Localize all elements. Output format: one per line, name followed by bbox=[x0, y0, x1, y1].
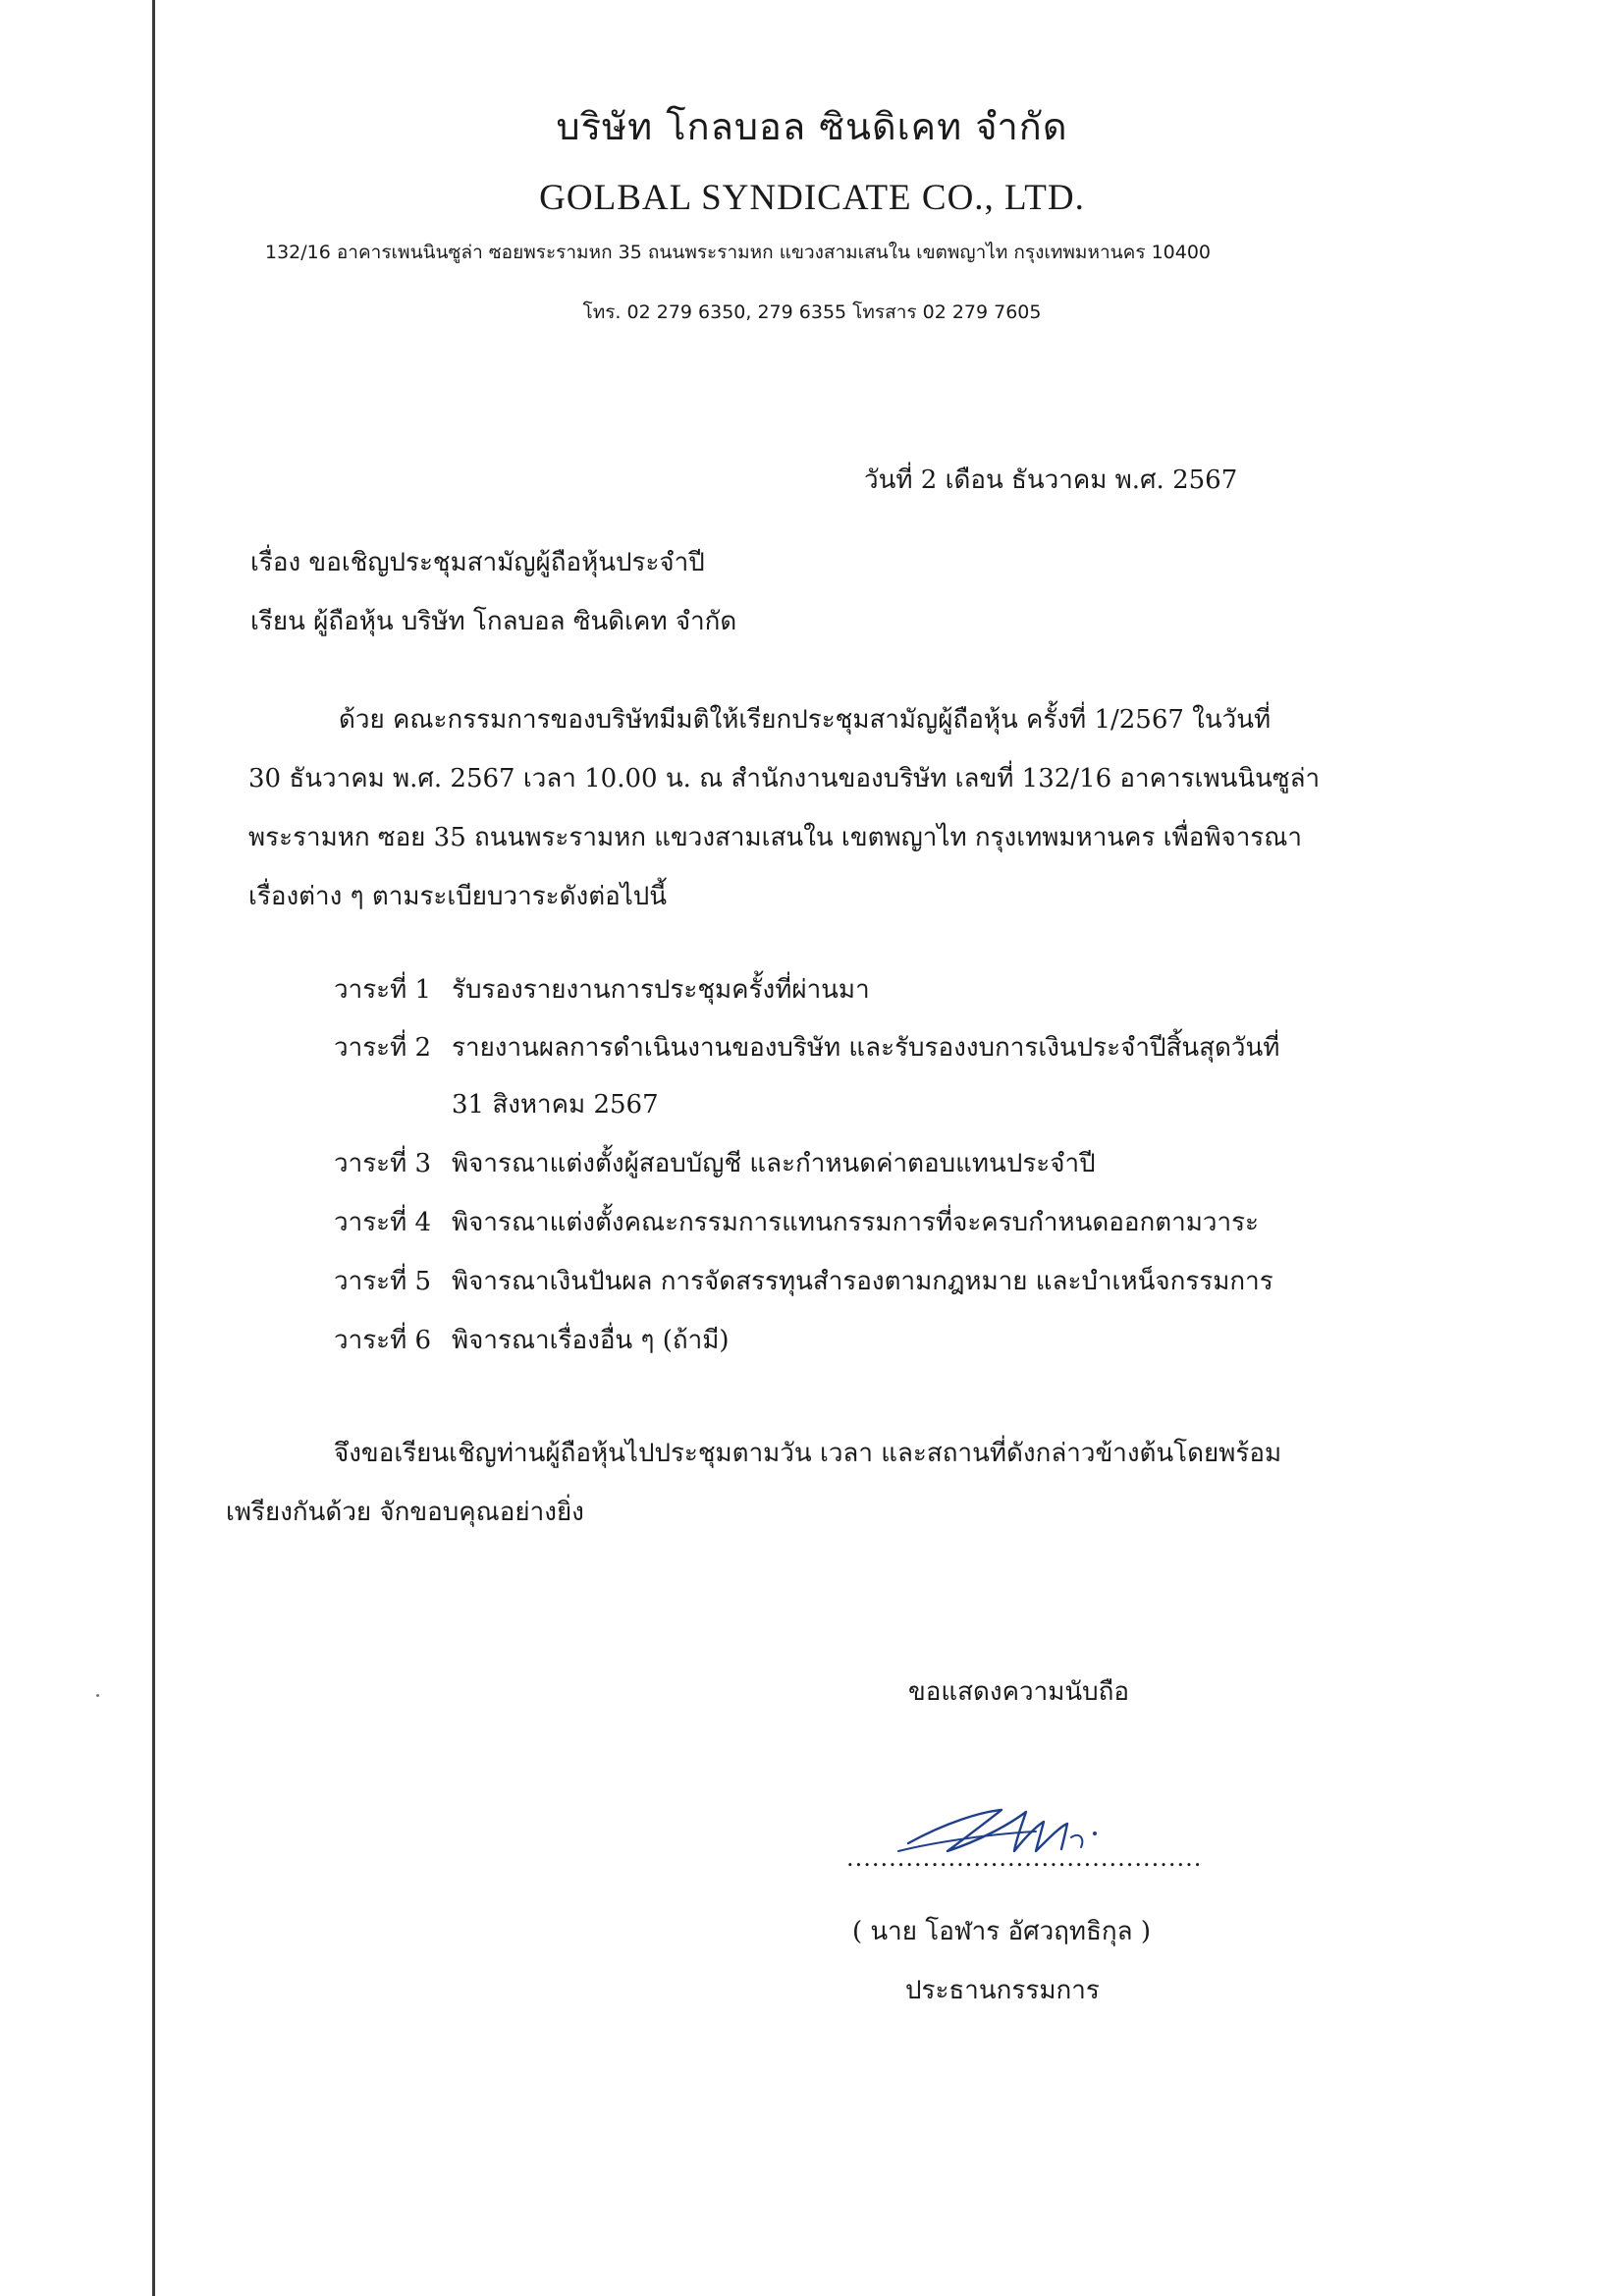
agenda-label: วาระที่ 2 bbox=[334, 1033, 432, 1063]
company-contact: โทร. 02 279 6350, 279 6355 โทรสาร 02 279 7605 bbox=[582, 301, 1042, 323]
letter-date: วันที่ 2 เดือน ธันวาคม พ.ศ. 2567 bbox=[864, 465, 1238, 495]
signer-title: ประธานกรรมการ bbox=[905, 1976, 1100, 2005]
agenda-item-2-continuation: 31 สิงหาคม 2567 bbox=[452, 1090, 659, 1120]
page-edge-line bbox=[152, 0, 155, 2296]
agenda-item-2 bbox=[334, 1033, 1279, 1064]
agenda-label: วาระที่ 5 bbox=[334, 1267, 432, 1296]
agenda-text: พิจารณาเรื่องอื่น ๆ (ถ้ามี) bbox=[452, 1326, 730, 1355]
agenda-label: วาระที่ 6 bbox=[334, 1326, 432, 1355]
agenda-text: รับรองรายงานการประชุมครั้งที่ผ่านมา bbox=[452, 975, 870, 1005]
closing-line: จึงขอเรียนเชิญท่านผู้ถือหุ้นไปประชุมตามวัน เวลา และสถานที่ดังกล่าวข้างต้นโดยพร้อม bbox=[334, 1439, 1282, 1468]
body-line: ด้วย คณะกรรมการของบริษัทมีมติให้เรียกประชุมสามัญผู้ถือหุ้น ครั้งที่ 1/2567 ในวันที่ bbox=[339, 705, 1272, 735]
signer-name: ( นาย โอฬาร อัศวฤทธิกุล ) bbox=[852, 1917, 1152, 1946]
letter-subject: เรื่อง ขอเชิญประชุมสามัญผู้ถือหุ้นประจำปี bbox=[250, 548, 705, 577]
closing-line: เพรียงกันด้วย จักขอบคุณอย่างยิ่ง bbox=[226, 1498, 584, 1527]
agenda-item-3 bbox=[334, 1149, 1096, 1179]
regards-text: ขอแสดงความนับถือ bbox=[908, 1677, 1129, 1707]
agenda-label: วาระที่ 3 bbox=[334, 1149, 432, 1178]
company-address: 132/16 อาคารเพนนินซูล่า ซอยพระรามหก 35 ถนนพระรามหก แขวงสามเสนใน เขตพญาไท กรุงเทพมหานคร 10400 bbox=[265, 242, 1212, 263]
agenda-item-1 bbox=[334, 975, 870, 1006]
company-name-thai: บริษัท โกลบอล ซินดิเคท จำกัด bbox=[556, 105, 1068, 148]
agenda-item-5 bbox=[334, 1267, 1273, 1297]
agenda-item-4 bbox=[334, 1208, 1259, 1238]
agenda-item-6 bbox=[334, 1326, 729, 1356]
body-line: เรื่องต่าง ๆ ตามระเบียบวาระดังต่อไปนี้ bbox=[248, 882, 668, 911]
signature-line: .......................................... bbox=[846, 1844, 1203, 1872]
agenda-text: รายงานผลการดำเนินงานของบริษัท และรับรองงบการเงินประจำปีสิ้นสุดวันที่ bbox=[452, 1033, 1280, 1063]
agenda-label: วาระที่ 1 bbox=[334, 975, 432, 1005]
agenda-text: พิจารณาแต่งตั้งคณะกรรมการแทนกรรมการที่จะครบกำหนดออกตามวาระ bbox=[452, 1208, 1260, 1237]
body-line: 30 ธันวาคม พ.ศ. 2567 เวลา 10.00 น. ณ สำนักงานของบริษัท เลขที่ 132/16 อาคารเพนนินซูล่า bbox=[248, 764, 1321, 793]
letter-recipient: เรียน ผู้ถือหุ้น บริษัท โกลบอล ซินดิเคท จำกัด bbox=[250, 607, 737, 636]
company-name-english: GOLBAL SYNDICATE CO., LTD. bbox=[539, 178, 1085, 218]
agenda-text: พิจารณาเงินปันผล การจัดสรรทุนสำรองตามกฎหมาย และบำเหน็จกรรมการ bbox=[452, 1267, 1273, 1296]
agenda-label: วาระที่ 4 bbox=[334, 1208, 432, 1237]
agenda-text: พิจารณาแต่งตั้งผู้สอบบัญชี และกำหนดค่าตอบแทนประจำปี bbox=[452, 1149, 1096, 1178]
body-line: พระรามหก ซอย 35 ถนนพระรามหก แขวงสามเสนใน เขตพญาไท กรุงเทพมหานคร เพื่อพิจารณา bbox=[248, 823, 1302, 852]
scan-speck bbox=[96, 1694, 99, 1697]
